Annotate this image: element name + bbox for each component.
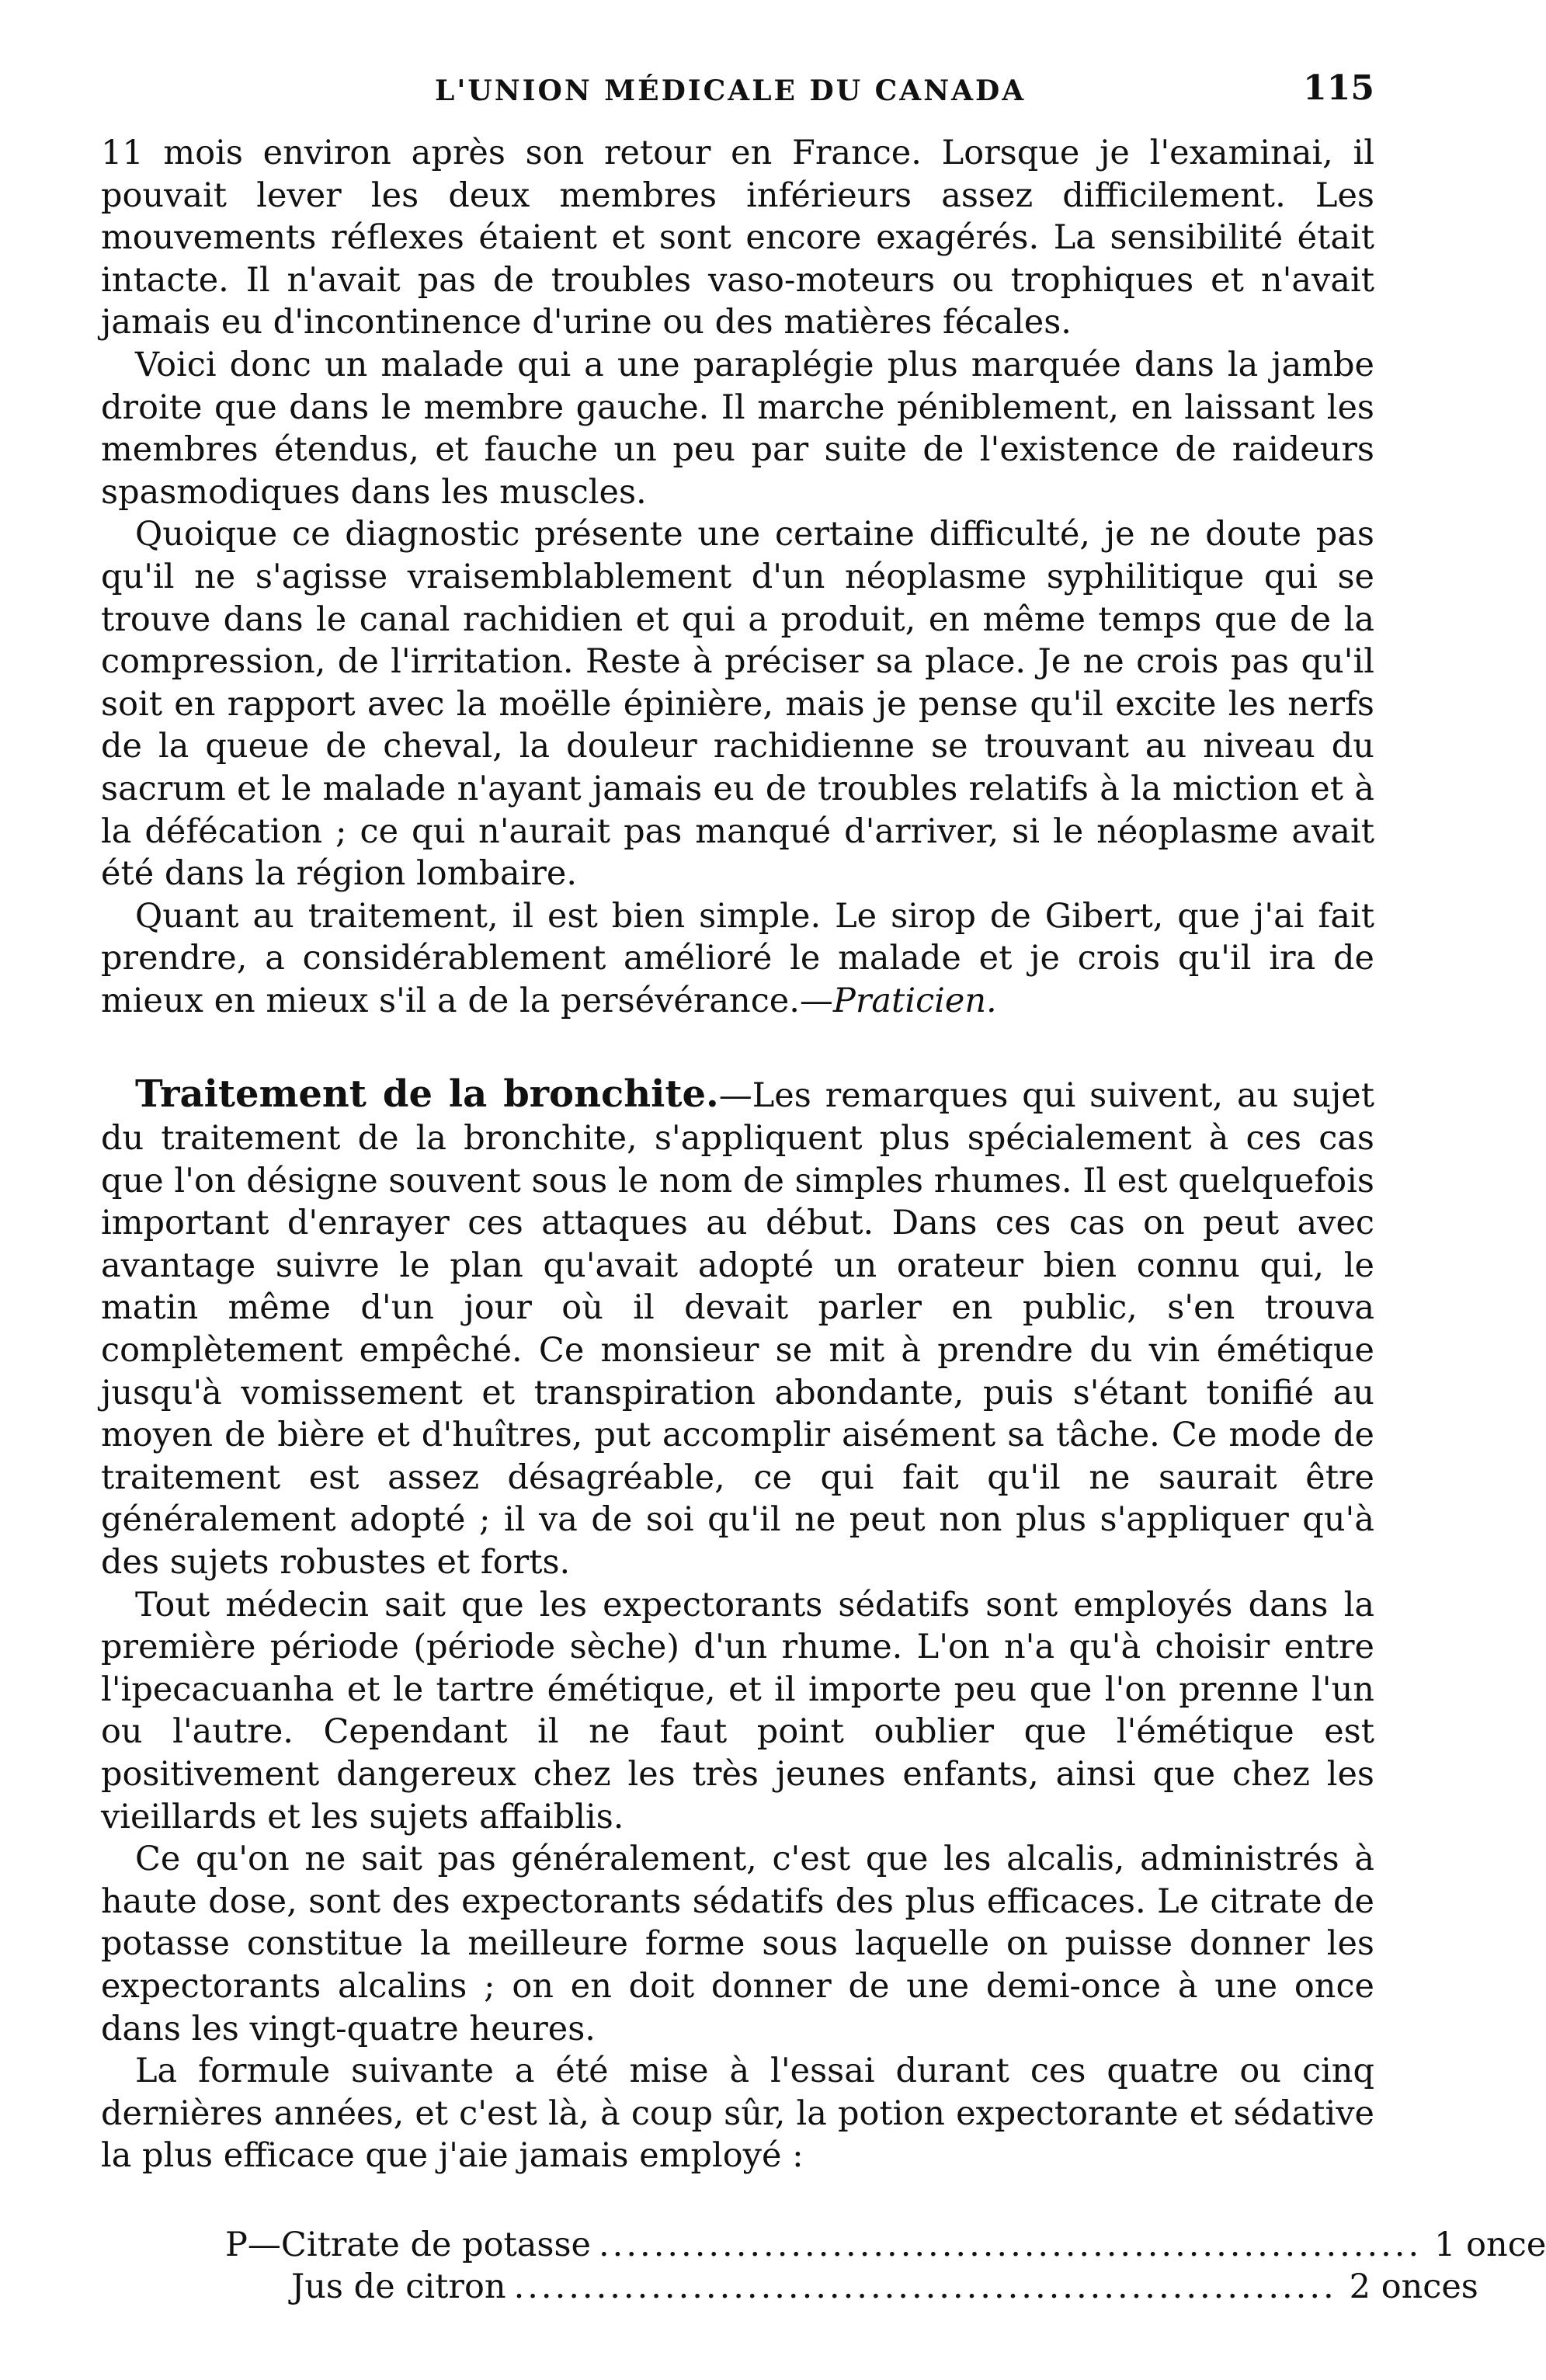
running-title: L'UNION MÉDICALE DU CANADA	[435, 75, 1027, 107]
dot-leader: ............................................................	[599, 2225, 1423, 2264]
source-citation: Praticien.	[832, 981, 997, 1020]
paragraph-last	[101, 895, 1374, 1023]
paragraph: Quoique ce diagnostic présente une certaine difficulté, je ne doute pas qu'il ne s'agisse vraisemblablement d'un néoplasme syphilitique qui se trouve dans le canal rachidien et qui a produit, en même temps que de la compression, de l'irritation. Reste à préciser sa place. Je ne crois pas qu'il soit en rapport avec la moëlle épinière, mais je pense qu'il excite les nerfs de la queue de cheval, la douleur rachidienne se trouvant au niveau du sacrum et le malade n'ayant jamais eu de troubles relatifs à la miction et à la défécation ; ce qui n'aurait pas manqué d'arriver, si le néoplasme avait été dans la région lombaire.	[101, 515, 1374, 894]
paragraph: 11 mois environ après son retour en France. Lorsque je l'examinai, il pouvait lever les deux membres inférieurs assez difficilement. Les mouvements réflexes étaient et sont encore exagérés. La sensibilité était intacte. Il n'avait pas de troubles vaso-moteurs ou trophiques et n'avait jamais eu d'incontinence d'urine ou des matières fécales.	[101, 134, 1374, 342]
formula-ingredient: P—Citrate de potasse	[225, 2225, 592, 2264]
paragraph: Ce qu'on ne sait pas généralement, c'est que les alcalis, administrés à haute dose, sont des expectorants sédatifs des plus efficaces. Le citrate de potasse constitue la meilleure forme sous laquelle on puisse donner les expectorants alcalins ; on en doit donner de une demi-once à une once dans les vingt-quatre heures.	[101, 1840, 1374, 2048]
page-header	[101, 0, 1374, 132]
body-text	[101, 132, 1546, 2308]
page-number: 115	[1303, 68, 1374, 108]
section-opening-paragraph	[101, 1073, 1374, 1583]
prescription-formula	[101, 2224, 1546, 2308]
section-divider	[101, 1022, 1374, 1073]
formula-row	[101, 2224, 1546, 2266]
dot-leader: ............................................................	[513, 2267, 1337, 2306]
formula-row	[101, 2266, 1478, 2308]
paragraph: Voici donc un malade qui a une paraplégie plus marquée dans la jambe droite que dans le membre gauche. Il marche péniblement, en laissant les membres étendus, et fauche un peu par suite de l'existence de raideurs spasmodiques dans les muscles.	[101, 345, 1374, 512]
formula-quantity: 2 onces	[1349, 2267, 1478, 2306]
section-title: Traitement de la bronchite.	[135, 1072, 719, 1117]
formula-ingredient: Jus de citron	[291, 2267, 506, 2306]
paragraph-text: —Les remarques qui suivent, au sujet du traitement de la bronchite, s'appliquent plus spécialement à ces cas que l'on désigne souvent sous le nom de simples rhumes. Il est quelquefois important d'enrayer ces attaques au début. Dans ces cas on peut avec avantage suivre le plan qu'avait adopté un orateur bien connu qui, le matin même d'un jour où il devait parler en public, s'en trouva complètement empêché. Ce monsieur se mit à prendre du vin émétique jusqu'à vomissement et transpiration abondante, puis s'étant tonifié au moyen de bière et d'huîtres, put accomplir aisément sa tâche. Ce mode de traitement est assez désagréable, ce qui fait qu'il ne saurait être généralement adopté ; il va de soi qu'il ne peut non plus s'appliquer qu'à des sujets robustes et forts.	[101, 1076, 1374, 1582]
page	[101, 0, 1546, 2308]
paragraph: Tout médecin sait que les expectorants sédatifs sont employés dans la première période (période sèche) d'un rhume. L'on n'a qu'à choisir entre l'ipecacuanha et le tartre émétique, et il importe peu que l'on prenne l'un ou l'autre. Cependant il ne faut point oublier que l'émétique est positivement dangereux chez les très jeunes enfants, ainsi que chez les vieillards et les sujets affaiblis.	[101, 1585, 1374, 1836]
formula-quantity: 1 once	[1434, 2225, 1546, 2264]
paragraph-text: Quant au traitement, il est bien simple. Le sirop de Gibert, que j'ai fait prendre, a considérablement amélioré le malade et je crois qu'il ira de mieux en mieux s'il a de la persévérance.—	[101, 896, 1374, 1020]
paragraph: La formule suivante a été mise à l'essai durant ces quatre ou cinq dernières années, et c'est là, à coup sûr, la potion expectorante et sédative la plus efficace que j'aie jamais employé :	[101, 2052, 1374, 2176]
